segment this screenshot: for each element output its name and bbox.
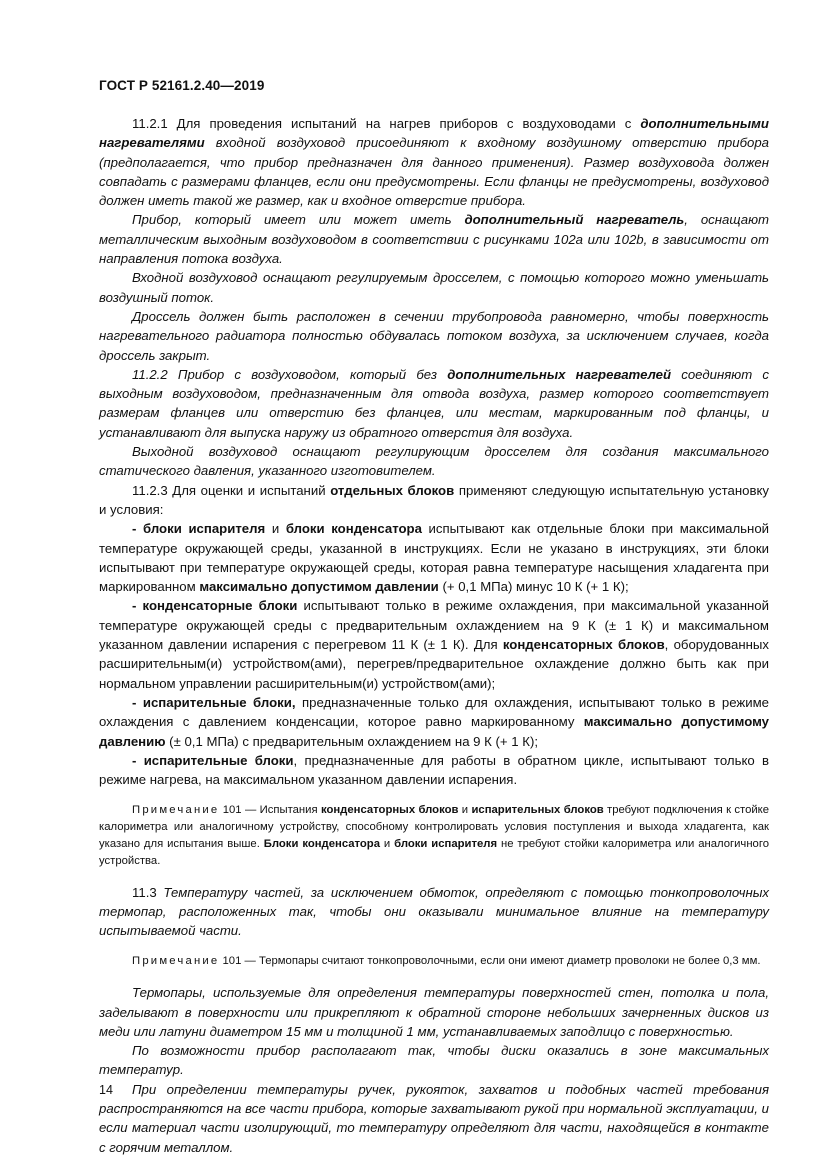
term: испарительных блоков	[471, 804, 604, 817]
term: испарительные блоки,	[142, 694, 296, 710]
term: испарительные блоки	[143, 752, 294, 768]
list-dash: -	[132, 752, 144, 768]
text: и	[458, 804, 472, 817]
text: Температуру частей, за исключением обмоток, определяют с помощью тонкопроволочных термопар, расположенных так, чтобы они оказывали минимальное влияние на температуру испытываемой части.	[99, 884, 769, 939]
term: дополнительных нагревателей	[447, 366, 672, 382]
paragraph: Дроссель должен быть расположен в сечении трубопровода равномерно, чтобы поверхность нагревательного радиатора полностью обдувалась потоком воздуха, за исключением случаев, когда дроссель закрыт.	[99, 308, 769, 363]
text: Прибор, который имеет или может иметь	[132, 212, 465, 228]
paragraph: Выходной воздуховод оснащают регулирующим дросселем для создания максимального статического давления, указанного изготовителем.	[99, 444, 769, 479]
text: 101 — Испытания	[219, 804, 321, 817]
paragraph: По возможности прибор располагают так, чтобы диски оказались в зоне максимальных температур.	[99, 1043, 769, 1078]
page-body	[99, 114, 769, 1157]
list-item	[99, 596, 769, 692]
term: максимально допустимом давлении	[199, 579, 439, 595]
paragraph-11-2-3	[99, 481, 769, 520]
term: блоки испарителя	[394, 837, 498, 850]
paragraph-11-3	[99, 883, 769, 941]
text: входной воздуховод присоединяют к входному воздушному отверстию прибора (предполагается, что прибор предназначен для данного применения). Размер воздуховода должен совпадать с размерами фланцев, если они предусмотрены. Если фланцы не предусмотрены, воздуховод должен иметь такой же размер, как и входное отверстие прибора.	[99, 135, 769, 209]
text: , оснащают металлическим выходным воздуховодом в соответствии с рисунками 102a или 102b, в зависимости от направления потока воздуха.	[99, 212, 769, 267]
term: дополнительный нагреватель	[464, 212, 685, 228]
note-101-thermocouples	[99, 953, 769, 970]
term: конденсаторных блоков	[320, 804, 459, 817]
term: блоки испарителя	[143, 521, 266, 537]
note-label: Примечание	[132, 804, 220, 817]
text: 101 — Термопары считают тонкопроволочными, если они имеют диаметр проволоки не более 0,3 мм.	[219, 955, 761, 968]
text: испытывают только в режиме охлаждения, при максимальной указанной температуре окружающей среды с предварительным охлаждением на 9 К (± 1 К) и максимальном указанном давлении испарения с перегревом 11 К (± 1 К). Для	[99, 598, 770, 653]
list-item	[99, 751, 769, 790]
text: и	[380, 837, 395, 850]
text: предназначенные только для охлаждения, испытывают только в режиме охлаждения с давлением конденсации, которое равно маркированному	[99, 694, 770, 730]
paragraph: Входной воздуховод оснащают регулируемым дросселем, с помощью которого можно уменьшать воздушный поток.	[99, 270, 769, 305]
list-item	[99, 693, 769, 751]
text: , оборудованных расширительным(и) устройством(ами), перегрев/предварительное охлаждение должно быть как при нормальном управлении расширительным(и) устройством(ами);	[99, 637, 770, 691]
text: не требуют стойки калориметра или аналогичного устройства.	[99, 837, 769, 867]
paragraph-11-2-1	[99, 114, 769, 210]
paragraph: Термопары, используемые для определения температуры поверхностей стен, потолка и пола, заделывают в поверхности или прикрепляют к обратной стороне небольших зачерненных дисков из меди или латуни диаметром 15 мм и толщиной 1 мм, устанавливаемых заподлицо с поверхностью.	[99, 985, 769, 1039]
term: конденсаторных блоков	[502, 637, 665, 653]
term: блоки конденсатора	[285, 521, 422, 537]
text: требуют подключения к стойке калориметра или аналогичному устройству, способному контролировать условия поступления и выхода хладагента, как указано для испытания выше.	[99, 804, 770, 850]
term: Блоки конденсатора	[263, 837, 380, 850]
page-number: 14	[99, 1083, 113, 1097]
term: конденсаторные блоки	[142, 598, 298, 614]
term: максимально допустимому давлению	[99, 714, 770, 749]
list-dash: -	[132, 598, 143, 614]
note-label: Примечание	[132, 955, 220, 968]
text: применяют следующую испытательную установку и условия:	[99, 482, 770, 517]
text: и	[265, 521, 286, 537]
text: (± 0,1 МПа) с предварительным охлаждением на 9 К (+ 1 К);	[165, 733, 539, 749]
text: 11.2.2 Прибор с воздуховодом, который без	[132, 366, 448, 382]
paragraph-11-2-2	[99, 365, 769, 442]
paragraph	[99, 210, 769, 268]
term: отдельных блоков	[330, 482, 455, 498]
term: дополнительными нагревателями	[99, 116, 769, 151]
note-101	[99, 802, 769, 869]
text: 11.2.1 Для проведения испытаний на нагрев приборов с воздуховодами с	[132, 116, 641, 131]
list-dash: -	[132, 521, 144, 537]
list-dash: -	[132, 694, 143, 710]
text: 11.2.3 Для оценки и испытаний	[132, 482, 331, 498]
text: испытывают как отдельные блоки при максимальной температуре окружающей среды, указанной в инструкциях. Если не указано в инструкциях, эти блоки испытывают при температуре окружающей среды, которая равна температуре насыщения хладагента при маркированном	[99, 521, 770, 595]
text: (+ 0,1 МПа) минус 10 К (+ 1 К);	[438, 579, 629, 595]
text: соединяют с выходным воздуховодом, предназначенным для отвода воздуха, размер которого соответствует размерам фланцев или отверстию без фланцев, или местам, маркированным под фланцы, и устанавливают для выпуска наружу из обратного отверстия для воздуха.	[99, 366, 769, 440]
document-header: ГОСТ Р 52161.2.40—2019	[99, 78, 265, 93]
text: 11.3	[132, 884, 164, 900]
text: , предназначенные для работы в обратном цикле, испытывают только в режиме нагрева, на максимальном указанном давлении испарения.	[99, 752, 769, 788]
paragraph: При определении температуры ручек, рукояток, захватов и подобных частей требования распространяются на все части прибора, которые захватывают рукой при нормальной эксплуатации, и если материал части изолирующий, то температуру определяют для части, находящейся в контакте с горячим металлом.	[99, 1081, 769, 1155]
list-item	[99, 519, 769, 596]
